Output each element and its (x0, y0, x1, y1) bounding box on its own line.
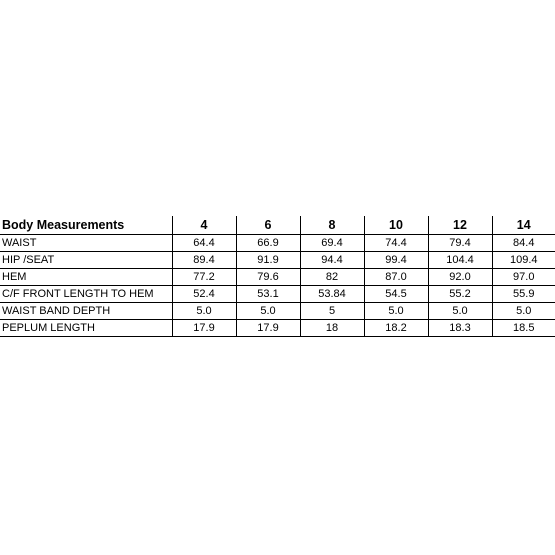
table-cell: 18.5 (492, 320, 555, 337)
table-row (0, 320, 555, 337)
table-cell: 53.1 (236, 286, 300, 303)
table-cell: 17.9 (236, 320, 300, 337)
row-label: WAIST BAND DEPTH (0, 303, 172, 320)
table-cell: 55.9 (492, 286, 555, 303)
size-header: 10 (364, 216, 428, 235)
table-cell: 17.9 (172, 320, 236, 337)
table-cell: 5.0 (364, 303, 428, 320)
row-label: WAIST (0, 235, 172, 252)
table-cell: 18.3 (428, 320, 492, 337)
table-cell: 5.0 (492, 303, 555, 320)
table-cell: 94.4 (300, 252, 364, 269)
header-label: Body Measurements (0, 216, 172, 235)
table-cell: 91.9 (236, 252, 300, 269)
table-cell: 69.4 (300, 235, 364, 252)
header-row (0, 216, 555, 235)
size-header: 12 (428, 216, 492, 235)
table-cell: 5 (300, 303, 364, 320)
table-cell: 104.4 (428, 252, 492, 269)
row-label: C/F FRONT LENGTH TO HEM (0, 286, 172, 303)
table-row (0, 252, 555, 269)
table-cell: 97.0 (492, 269, 555, 286)
table-cell: 77.2 (172, 269, 236, 286)
table-cell: 54.5 (364, 286, 428, 303)
size-header: 8 (300, 216, 364, 235)
table-cell: 52.4 (172, 286, 236, 303)
table-cell: 5.0 (428, 303, 492, 320)
table-row (0, 303, 555, 320)
table-cell: 89.4 (172, 252, 236, 269)
table-row (0, 269, 555, 286)
table-cell: 18.2 (364, 320, 428, 337)
size-header: 4 (172, 216, 236, 235)
row-label: HEM (0, 269, 172, 286)
table-row (0, 286, 555, 303)
table-cell: 87.0 (364, 269, 428, 286)
size-header: 6 (236, 216, 300, 235)
table-cell: 79.6 (236, 269, 300, 286)
table-cell: 79.4 (428, 235, 492, 252)
table-cell: 64.4 (172, 235, 236, 252)
row-label: PEPLUM LENGTH (0, 320, 172, 337)
table-cell: 55.2 (428, 286, 492, 303)
size-header: 14 (492, 216, 555, 235)
table-cell: 109.4 (492, 252, 555, 269)
table-cell: 74.4 (364, 235, 428, 252)
table-cell: 82 (300, 269, 364, 286)
table-cell: 53.84 (300, 286, 364, 303)
body-measurements-table (0, 216, 555, 337)
table-cell: 92.0 (428, 269, 492, 286)
table-cell: 5.0 (236, 303, 300, 320)
row-label: HIP /SEAT (0, 252, 172, 269)
table-cell: 18 (300, 320, 364, 337)
table-cell: 84.4 (492, 235, 555, 252)
table-cell: 99.4 (364, 252, 428, 269)
table-row (0, 235, 555, 252)
table-cell: 66.9 (236, 235, 300, 252)
table-cell: 5.0 (172, 303, 236, 320)
